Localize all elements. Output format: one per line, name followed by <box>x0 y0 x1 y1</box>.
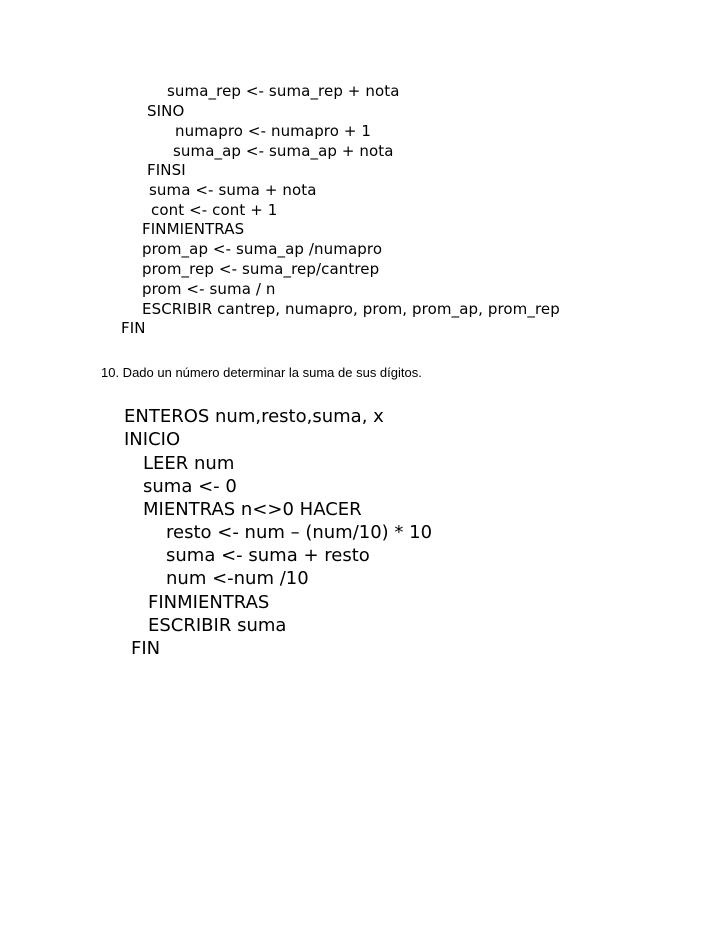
code-line: prom_rep <- suma_rep/cantrep <box>142 260 380 278</box>
code-line: numapro <- numapro + 1 <box>175 122 372 140</box>
code-line: suma <- 0 <box>143 476 237 497</box>
code-line: FIN <box>121 319 146 337</box>
code-line: FIN <box>131 638 161 659</box>
code-line: suma <- suma + resto <box>166 545 370 566</box>
code-line: suma_ap <- suma_ap + nota <box>173 142 394 160</box>
code-line: ESCRIBIR suma <box>148 615 287 636</box>
code-line: prom <- suma / n <box>142 280 276 298</box>
code-line: FINMIENTRAS <box>148 592 270 613</box>
code-line: MIENTRAS n<>0 HACER <box>143 499 362 520</box>
code-line: ESCRIBIR cantrep, numapro, prom, prom_ap, prom_rep <box>142 300 560 318</box>
code-line: SINO <box>147 102 185 120</box>
code-line: FINMIENTRAS <box>142 220 245 238</box>
code-line: suma_rep <- suma_rep + nota <box>167 82 400 100</box>
exercise-heading: 10. Dado un número determinar la suma de sus dígitos. <box>101 365 422 380</box>
code-line: INICIO <box>124 429 181 450</box>
code-line: cont <- cont + 1 <box>151 201 278 219</box>
code-line: suma <- suma + nota <box>149 181 317 199</box>
code-line: ENTEROS num,resto,suma, x <box>124 406 384 427</box>
code-line: prom_ap <- suma_ap /numapro <box>142 240 383 258</box>
code-line: num <-num /10 <box>166 568 309 589</box>
code-line: LEER num <box>143 453 235 474</box>
code-line: FINSI <box>147 161 186 179</box>
code-line: resto <- num – (num/10) * 10 <box>166 522 433 543</box>
